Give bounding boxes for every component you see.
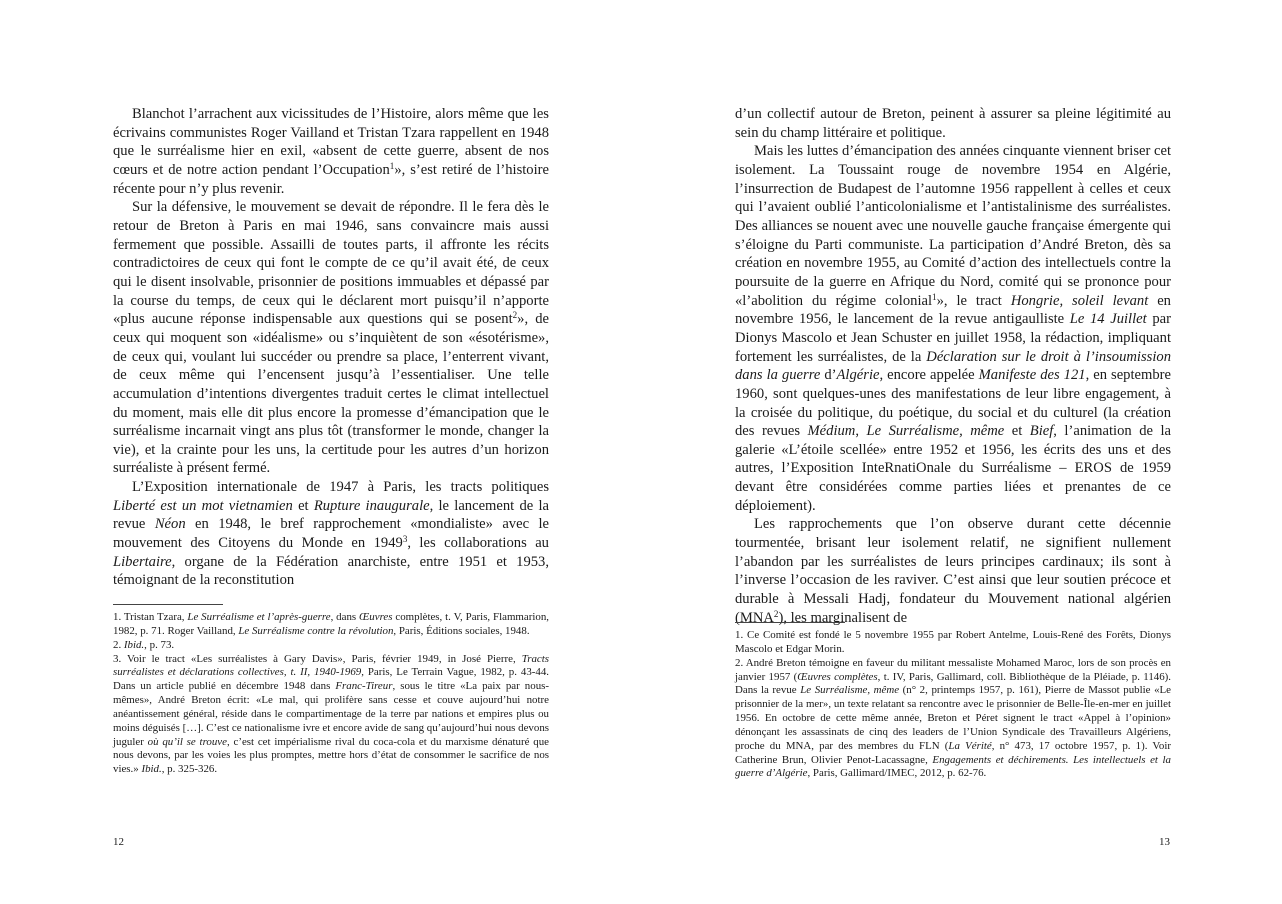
text-run: ), les marginalisent de bbox=[778, 609, 908, 626]
text-run: , n° 473, 17 octobre 1957, p. 1). Voir Catherine Brun, Olivier Penot-Lacassagne, bbox=[735, 739, 1171, 766]
italic-text: Déclaration sur le droit à l’insoumission dans la guerre bbox=[735, 348, 1171, 384]
text-run: , p. 325-326. bbox=[161, 763, 218, 776]
italic-text: Engagements et déchirements. Les intellectuels et la guerre d’Algérie bbox=[735, 753, 1171, 780]
text-run: par Dionys Mascolo et Jean Schuster en juillet 1958, la rédaction, impliquant fortement les surréalistes, de la bbox=[735, 311, 1171, 365]
footnote-ref: 1 bbox=[389, 161, 395, 171]
italic-text: Algérie bbox=[836, 367, 880, 384]
text-run: , en septembre 1960, sont quelques-unes des manifestations de leur libre engagement, à la croisée du politique, du poétique, du social et du culturel (la création des revues bbox=[735, 367, 1171, 440]
text-run: 1. Ce Comité est fondé le 5 novembre 1955 par Robert Antelme, Louis-René des Forêts, Dionys Mascolo et Edgar Morin. bbox=[735, 629, 1171, 655]
right-footnote-1 bbox=[735, 629, 1171, 657]
italic-text: Ibid. bbox=[123, 638, 145, 651]
text-run: 3. Voir le tract «Les surréalistes à Gary Davis», Paris, février 1949, in José Pierre, bbox=[113, 652, 522, 665]
footnote-ref: 2 bbox=[773, 608, 779, 619]
text-run: 2. André Breton témoigne en faveur du militant messaliste Mohamed Maroc, lors de son procès en janvier 1957 ( bbox=[735, 656, 1171, 683]
text-run: , les collaborations au bbox=[407, 535, 549, 552]
left-footnote-1 bbox=[113, 611, 549, 639]
text-run: 2. bbox=[113, 638, 124, 651]
italic-text: Bief bbox=[1029, 423, 1054, 440]
italic-text: La Vérité bbox=[948, 739, 992, 752]
text-run: , encore appelée bbox=[879, 367, 979, 384]
text-run: , p. 73. bbox=[144, 638, 175, 651]
italic-text: Ibid. bbox=[141, 763, 162, 776]
italic-text: Œuvres complètes bbox=[797, 670, 878, 683]
right-paragraph-1 bbox=[735, 105, 1171, 142]
text-run: complètes, t. V, Paris, Flammarion, 1982, p. 71. Roger Vailland, bbox=[113, 611, 549, 637]
italic-text: Franc-Tireur bbox=[335, 680, 393, 693]
left-footnote-3 bbox=[113, 653, 549, 778]
page-number-right: 13 bbox=[1159, 836, 1170, 848]
text-run: », s’est retiré de l’histoire récente pour n’y plus revenir. bbox=[113, 161, 549, 197]
text-run: Mais les luttes d’émancipation des années cinquante viennent briser cet isolement. La Toussaint rouge de novembre 1954 en Algérie, l’insurrection de Budapest de l’automne 1956 rappellent à celles et ceux qui l’avaient oublié l’anticolonialisme et l’antistalinisme des surréalistes. Des alliances se nouent avec une nouvelle gauche française émergente qui s’éloigne du Parti communiste. La participation d’André Breton, dès sa création en novembre 1955, au Comité d’action des intellectuels contre la poursuite de la guerre en Afrique du Nord, comité qui se prononce pour «l’abolition du régime colonial bbox=[735, 143, 1171, 309]
text-run: , bbox=[855, 423, 867, 440]
page-number-left: 12 bbox=[113, 836, 124, 848]
italic-text: Libertaire bbox=[113, 553, 172, 570]
text-run: (n° 2, printemps 1957, p. 161), Pierre de Massot publie «Le prisonnier de la mer», un texte relatant sa rencontre avec le prisonnier de Belle-Île-en-mer en juillet 1956. En octobre de cette même année, Breton et Péret signent le tract «Appel à l’opinion» dénonçant les assassinats de cinq des leaders de l’Union Syndicale des Travailleurs Algériens, proche du MNA, par des membres du FLN ( bbox=[735, 684, 1172, 752]
text-run: , l’animation de la galerie «L’étoile scellée» entre 1952 et 1956, les écrits des uns et des autres, l’Exposition InteRnatiOnale du Surréalisme – EROS de 1959 devant être considérées comme parties liées et prenantes de ce déploiement). bbox=[735, 423, 1171, 514]
footnote-rule bbox=[735, 622, 845, 623]
right-footnotes bbox=[735, 622, 1171, 781]
italic-text: Rupture inaugurale bbox=[313, 497, 430, 514]
text-run: L’Exposition internationale de 1947 à Paris, les tracts politiques bbox=[132, 479, 549, 496]
text-run: , sous le titre «La paix par nous-mêmes», André Breton écrit: «Le mal, qui prolifère sans cesse et couve aujourd’hui notre anéantissement général, réside dans le compartimentage de la terre par nations et empires plus ou moins déguisés […]. C’est ce nationalisme ivre et encore avide de sang qu’aujourd’hui nous devons juguler bbox=[113, 680, 550, 748]
left-paragraph-1 bbox=[113, 105, 549, 198]
text-run: , c’est cet impérialisme rival du coca-cola et du marxisme dénaturé que nous devons, par les voies les plus promptes, mettre hors d’état de consommer le sacrifice de nos vies.» bbox=[113, 735, 549, 776]
italic-text: Médium bbox=[807, 423, 856, 440]
left-footnote-2 bbox=[113, 639, 549, 653]
left-paragraph-3 bbox=[113, 478, 549, 590]
footnote-ref: 3 bbox=[402, 534, 408, 545]
left-body-text bbox=[113, 105, 549, 590]
text-run: Blanchot l’arrachent aux vicissitudes de l’Histoire, alors même que les écrivains communistes Roger Vailland et Tristan Tzara rappellent en 1948 que le surréalisme hier en exil, «absent de cette guerre, absent de nos cœurs et de notre action pendant l’Occupation bbox=[113, 106, 549, 178]
text-run: , t. IV, Paris, Gallimard, coll. Bibliothèque de la Pléiade, p. 1146). Dans la revue bbox=[735, 670, 1172, 697]
text-run: , le lancement de la revue bbox=[113, 497, 550, 533]
text-run: 1. Tristan Tzara, bbox=[113, 611, 188, 623]
italic-text: où qu’il se trouve bbox=[147, 735, 227, 748]
text-run: », de ceux qui moquent son «idéalisme» ou s’inquiètent de son «ésotérisme», de ceux qui, voulant lui succéder ou prendre sa place, l’enterrent vivant, de ceux même qui l’encensent jusqu’à l’essentialiser. Une telle accumulation d’intentions divergentes traduit certes le climat intellectuel du moment, mais elle dit plus encore la promesse d’émancipation que le surréalisme incarnait vingt ans plus tôt (transformer le monde, changer la vie), et la crainte pour les uns, la certitude pour les autres d’un horizon surréaliste à présent fermé. bbox=[113, 311, 549, 477]
italic-text: Le 14 Juillet bbox=[1069, 311, 1147, 328]
right-page bbox=[641, 0, 1282, 904]
right-footnote-2 bbox=[735, 657, 1171, 782]
text-run: , dans bbox=[330, 611, 360, 623]
italic-text: Liberté est un mot vietnamien bbox=[113, 497, 293, 514]
italic-text: Néon bbox=[154, 516, 186, 533]
italic-text: Le Surréalisme, même bbox=[866, 423, 1005, 440]
text-run: Les rapprochements que l’on observe durant cette décennie tourmentée, brisant leur isolement relatif, ne signifient nullement l’abandon par les surréalistes de leurs principes cardinaux; ils sont à l’inverse l’occasion de les raviver. C’est ainsi que leur soutien précoce et durable à Messali Hadj, fondateur du Mouvement national algérien (MNA bbox=[735, 516, 1171, 626]
italic-text: Tracts surréalistes et déclarations collectives, t. II, 1940-1969 bbox=[113, 652, 549, 679]
footnote-rule bbox=[113, 604, 223, 605]
footnote-ref: 2 bbox=[512, 310, 518, 321]
text-run: et bbox=[1004, 423, 1030, 440]
text-run: et bbox=[292, 497, 314, 514]
text-run: , Paris, Le Terrain Vague, 1982, p. 43-44. Dans un article publié en décembre 1948 dans bbox=[113, 666, 549, 693]
text-run: en novembre 1956, le lancement de la revue antigaulliste bbox=[735, 292, 1171, 328]
text-run: d’un collectif autour de Breton, peinent à assurer sa pleine légitimité au sein du champ littéraire et politique. bbox=[735, 106, 1171, 141]
text-run: en 1948, le bref rapprochement «mondialiste» avec le mouvement des Citoyens du Monde en 1949 bbox=[113, 516, 550, 552]
text-run: Sur la défensive, le mouvement se devait de répondre. Il le fera dès le retour de Breton à Paris en mai 1946, sans convaincre mais aussi fermement que possible. Assailli de toutes parts, il affronte les récits contradictoires de ceux qui font le compte de ce qu’il avait été, de ceux qui le disent insolvable, prisonnier de positions immuables et dépassé par la course du temps, de ceux qui le déclarent mort puisqu’il n’apporte «plus aucune réponse indispensable aux questions qui se posent bbox=[113, 199, 549, 328]
right-paragraph-3 bbox=[735, 515, 1171, 627]
text-run: , organe de la Fédération anarchiste, entre 1951 et 1953, témoignant de la reconstitution bbox=[113, 553, 549, 589]
italic-text: Le Surréalisme, même bbox=[800, 684, 900, 697]
right-paragraph-2 bbox=[735, 142, 1171, 515]
left-paragraph-2 bbox=[113, 198, 549, 478]
italic-text: Manifeste des 121 bbox=[978, 367, 1086, 384]
right-body-text bbox=[735, 105, 1171, 627]
italic-text: Hongrie, soleil levant bbox=[1010, 292, 1149, 309]
text-run: d’ bbox=[820, 367, 837, 384]
italic-text: Le Surréalisme et l’après-guerre bbox=[187, 611, 331, 623]
italic-text: Le Surréalisme contre la révolution bbox=[238, 624, 394, 637]
footnote-ref: 1 bbox=[932, 291, 937, 302]
left-footnotes bbox=[113, 604, 549, 777]
text-run: , Paris, Gallimard/IMEC, 2012, p. 62-76. bbox=[807, 767, 987, 780]
italic-text: Œuvres bbox=[359, 611, 393, 623]
text-run: , Paris, Éditions sociales, 1948. bbox=[393, 624, 530, 637]
text-run: », le tract bbox=[936, 292, 1011, 309]
